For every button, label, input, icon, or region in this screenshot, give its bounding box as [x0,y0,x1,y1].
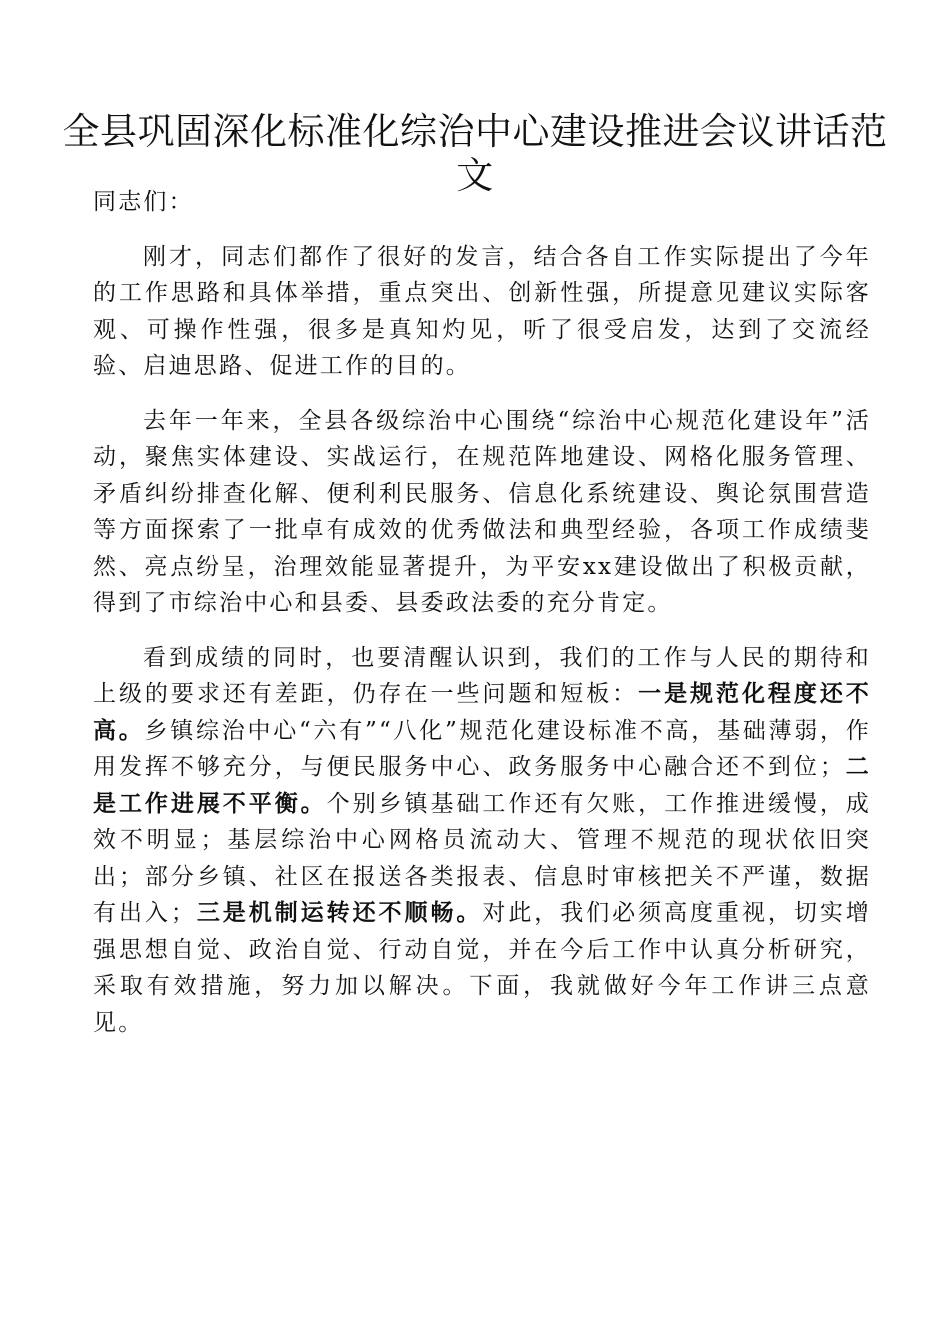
document-body [93,184,871,1041]
point-3-heading: 三是机制运转还不顺畅。 [196,899,483,926]
point-2-text: 个别乡镇基础工作还有欠账，工作推进缓慢，成效不明显；基层综治中心网格员流动大、管理不规范的现状依旧突出；部分乡镇、社区在报送各类报表、信息时审核把关不严谨，数据有出入； [93,790,871,926]
salutation: 同志们： [93,189,194,215]
paragraph-1: 刚才，同志们都作了很好的发言，结合各自工作实际提出了今年的工作思路和具体举措，重点突出、创新性强，所提意见建议实际客观、可操作性强，很多是真知灼见，听了很受启发，达到了交流经验、启迪思路、促进工作的目的。 [93,243,871,379]
paragraph-2: 去年一年来，全县各级综治中心围绕“综治中心规范化建设年”活动，聚焦实体建设、实战运行，在规范阵地建设、网格化服务管理、矛盾纠纷排查化解、便利利民服务、信息化系统建设、舆论氛围营造等方面探索了一批卓有成效的优秀做法和典型经验，各项工作成绩斐然、亮点纷呈，治理效能显著提升，为平安xx建设做出了积极贡献，得到了市综治中心和县委、县委政法委的充分肯定。 [93,407,871,616]
document-title: 全县巩固深化标准化综治中心建设推进会议讲话范文 [62,110,888,197]
point-1-text: 乡镇综治中心“六有”“八化”规范化建设标准不高，基础薄弱，作用发挥不够充分，与便民服务中心、政务服务中心融合还不到位； [93,717,871,780]
point-1-heading: 一是规范化程度还不高。 [93,680,871,744]
point-3-text: 对此，我们必须高度重视，切实增强思想自觉、政治自觉、行动自觉，并在今后工作中认真分析研究，采取有效措施，努力加以解决。下面，我就做好今年工作讲三点意见。 [93,900,871,1036]
paragraph-3 [93,640,871,1042]
point-2-heading: 二是工作进展不平衡。 [93,753,871,817]
paragraph-3-intro: 看到成绩的同时，也要清醒认识到，我们的工作与人民的期待和上级的要求还有差距，仍存在一些问题和短板： [93,644,871,707]
